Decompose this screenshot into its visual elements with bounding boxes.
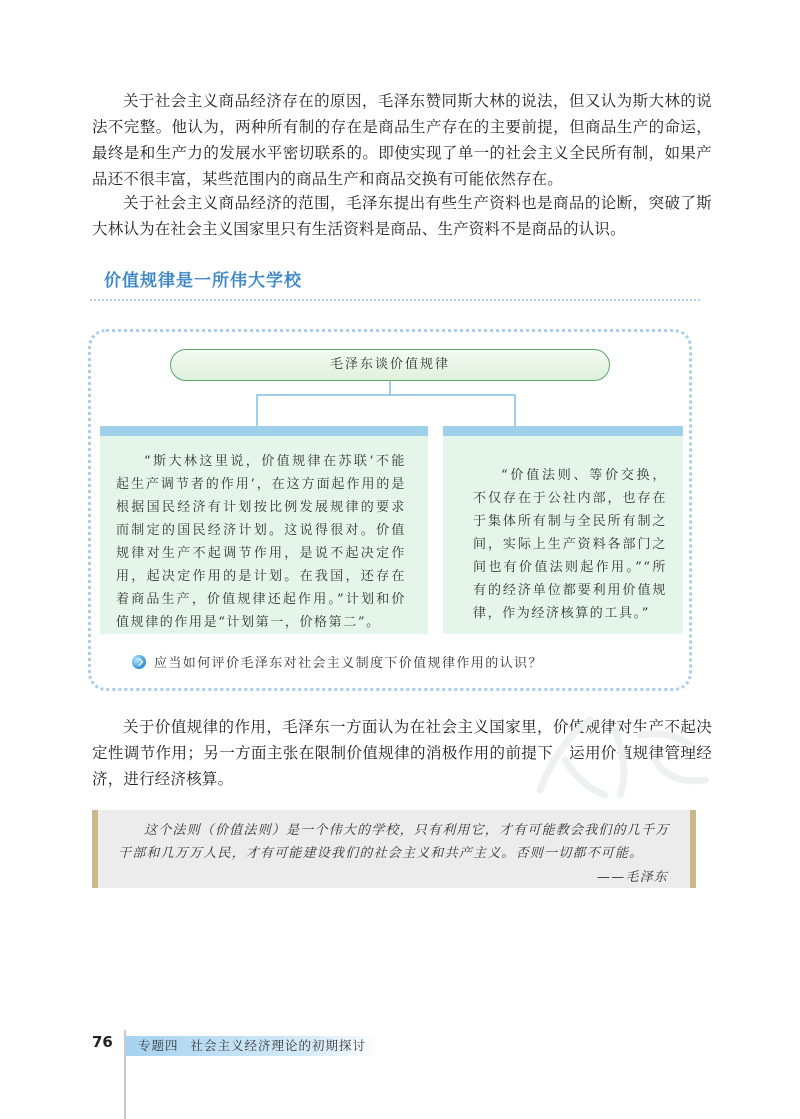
callout-quote-text: 这个法则（价值法则）是一个伟大的学校，只有利用它，才有可能教会我们的几千万干部和几万万人民，才有可能建设我们的社会主义和共产主义。否则一切都不可能。 <box>118 823 670 861</box>
page-number: 76 <box>92 1033 113 1051</box>
body-paragraph: 关于社会主义商品经济存在的原因，毛泽东赞同斯大林的说法，但又认为斯大林的说法不完整。他认为，两种所有制的存在是商品生产存在的主要前提，但商品生产的命运，最终是和生产力的发展水平密切联系的。即使实现了单一的社会主义全民所有制，如果产品还不很丰富，某些范围内的商品生产和商品交换有可能依然存在。 <box>92 92 712 188</box>
section-heading: 价值规律是一所伟大学校 <box>104 271 302 291</box>
quote-panel-left <box>100 426 428 634</box>
chapter-footer-bar <box>126 1036 378 1056</box>
quote-text-left: “斯大林这里说，价值规律在苏联‘不能起生产调节者的作用’，在这方面起作用的是根据国民经济有计划按比例发展规律的要求而制定的国民经济计划。这说得很对。价值规律对生产不起调节作用，是说不起决定作用，起决定作用的是计划。在我国，还存在着商品生产，价值规律还起作用。”计划和价值规律的作用是“计划第一，价格第二”。 <box>116 454 406 630</box>
question-text: 应当如何评价毛泽东对社会主义制度下价值规律作用的认识？ <box>154 656 543 671</box>
chapter-label: 专题四 <box>138 1038 179 1053</box>
quote-panel-right <box>443 426 683 634</box>
body-paragraph: 关于社会主义商品经济的范围，毛泽东提出有些生产资料也是商品的论断，突破了斯大林认为在社会主义国家里只有生活资料是商品、生产资料不是商品的认识。 <box>92 194 712 238</box>
quote-text-right: “价值法则、等价交换，不仅存在于公社内部，也存在于集体所有制与全民所有制之间，实际上生产资料各部门之间也有价值法则起作用。”“所有的经济单位都要利用价值规律，作为经济核算的工具。” <box>473 468 667 621</box>
quotation-callout <box>92 810 696 888</box>
body-paragraph: 关于价值规律的作用，毛泽东一方面认为在社会主义国家里，价值规律对生产不起决定性调节作用；另一方面主张在限制价值规律的消极作用的前提下，运用价值规律管理经济，进行经济核算。 <box>92 718 712 788</box>
question-bullet-icon <box>132 655 146 669</box>
publisher-watermark-logo <box>520 700 720 810</box>
chapter-title: 社会主义经济理论的初期探讨 <box>190 1038 367 1053</box>
callout-attribution: ——毛泽东 <box>596 870 668 885</box>
diagram-title-pill: 毛泽东谈价值规律 <box>170 349 610 381</box>
discussion-question <box>132 652 543 671</box>
